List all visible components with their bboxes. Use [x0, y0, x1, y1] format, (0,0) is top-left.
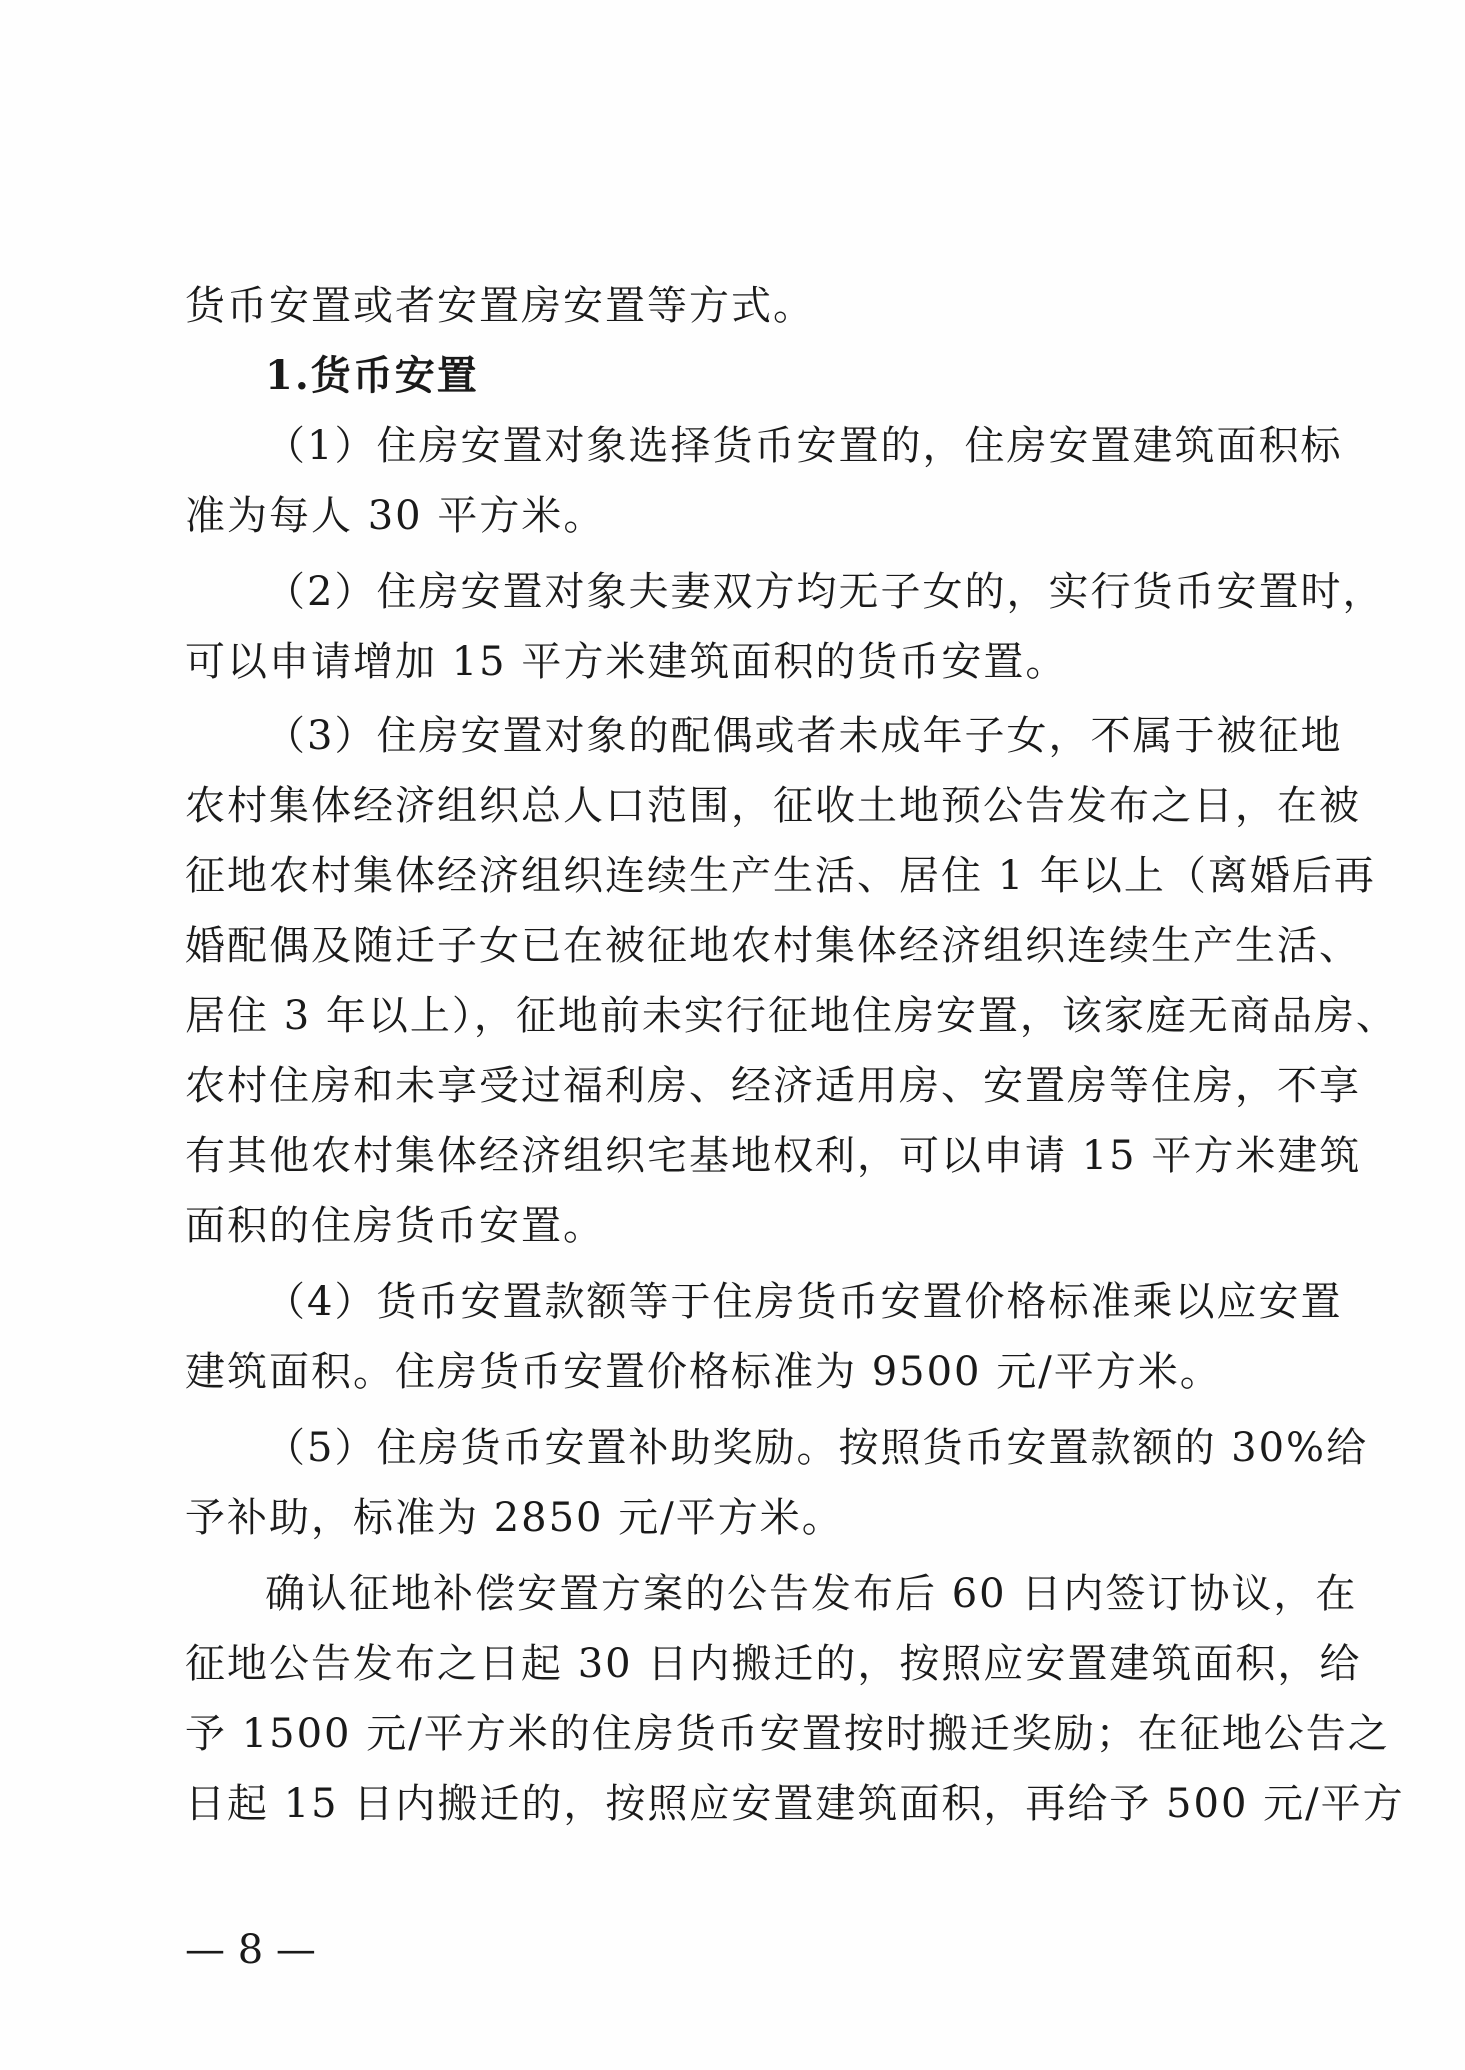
paragraph-line: 农村集体经济组织总人口范围，征收土地预公告发布之日，在被 [185, 783, 1361, 829]
paragraph-line: 婚配偶及随迁子女已在被征地农村集体经济组织连续生产生活、 [185, 923, 1361, 969]
paragraph-line: 确认征地补偿安置方案的公告发布后 60 日内签订协议，在 [265, 1571, 1358, 1617]
page-number: — 8 — [185, 1927, 316, 1973]
paragraph-line: 面积的住房货币安置。 [185, 1203, 605, 1249]
paragraph-line: 准为每人 30 平方米。 [185, 493, 606, 539]
paragraph-line: 农村住房和未享受过福利房、经济适用房、安置房等住房，不享 [185, 1063, 1361, 1109]
paragraph-line: （3）住房安置对象的配偶或者未成年子女，不属于被征地 [265, 713, 1343, 759]
paragraph-line: 可以申请增加 15 平方米建筑面积的货币安置。 [185, 639, 1068, 685]
paragraph-line: 予 1500 元/平方米的住房货币安置按时搬迁奖励；在征地公告之 [185, 1711, 1390, 1757]
paragraph-line: （5）住房货币安置补助奖励。按照货币安置款额的 30%给 [265, 1425, 1369, 1471]
paragraph-line: 有其他农村集体经济组织宅基地权利，可以申请 15 平方米建筑 [185, 1133, 1362, 1179]
paragraph-line: 货币安置或者安置房安置等方式。 [185, 283, 815, 329]
section-heading: 1.货币安置 [265, 352, 479, 399]
paragraph-line: 日起 15 日内搬迁的，按照应安置建筑面积，再给予 500 元/平方 [185, 1781, 1405, 1827]
paragraph-line: 征地农村集体经济组织连续生产生活、居住 1 年以上（离婚后再 [185, 853, 1376, 899]
paragraph-line: 居住 3 年以上），征地前未实行征地住房安置，该家庭无商品房、 [185, 993, 1398, 1039]
paragraph-line: （2）住房安置对象夫妻双方均无子女的，实行货币安置时， [265, 569, 1385, 615]
paragraph-line: 建筑面积。住房货币安置价格标准为 9500 元/平方米。 [185, 1349, 1222, 1395]
paragraph-line: 予补助，标准为 2850 元/平方米。 [185, 1495, 844, 1541]
paragraph-line: （4）货币安置款额等于住房货币安置价格标准乘以应安置 [265, 1279, 1343, 1325]
paragraph-line: 征地公告发布之日起 30 日内搬迁的，按照应安置建筑面积，给 [185, 1641, 1362, 1687]
paragraph-line: （1）住房安置对象选择货币安置的，住房安置建筑面积标 [265, 423, 1343, 469]
